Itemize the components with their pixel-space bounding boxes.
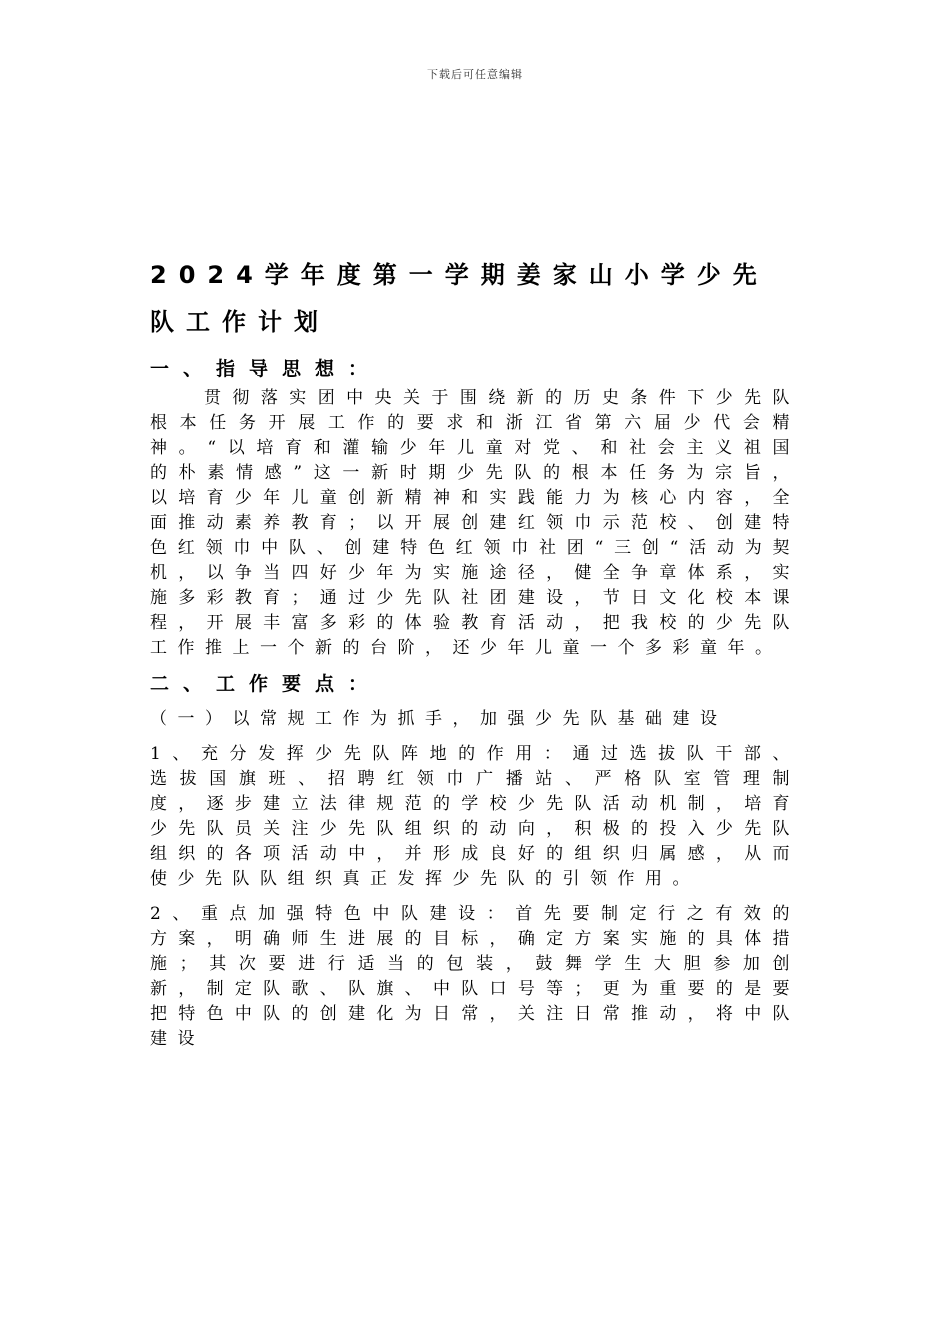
section-heading-guiding-ideology: 一、指导思想： <box>150 358 382 380</box>
document-body <box>150 252 800 1052</box>
paragraph-subsection-1: （一）以常规工作为抓手，加强少先队基础建设 <box>150 709 728 729</box>
header-note: 下载后可任意编辑 <box>427 68 523 81</box>
section-heading-work-points: 二、工作要点： <box>150 673 382 695</box>
paragraph-item-2: 2、重点加强特色中队建设：首先要制定行之有效的方案，明确师生进展的目标，确定方案实施的具体措施；其次要进行适当的包装，鼓舞学生大胆参加创新，制定队歌、队旗、中队口号等；更为重要的是要把特色中队的创建化为日常，关注日常推动，将中队建设 <box>150 904 800 1049</box>
paragraph-item-1: 1、充分发挥少先队阵地的作用：通过选拔队干部、选拔国旗班、招聘红领巾广播站、严格队室管理制度，逐步建立法律规范的学校少先队活动机制，培育少先队员关注少先队组织的动向，积极的投入少先队组织的各项活动中，并形成良好的组织归属感，从而使少先队队组织真正发挥少先队的引领作用。 <box>150 744 800 889</box>
paragraph-guiding-ideology: 贯彻落实团中央关于围绕新的历史条件下少先队根本任务开展工作的要求和浙江省第六届少代会精神。“以培育和灌输少年儿童对党、和社会主义祖国的朴素情感”这一新时期少先队的根本任务为宗旨，以培育少年儿童创新精神和实践能力为核心内容，全面推动素养教育；以开展创建红领巾示范校、创建特色红领巾中队、创建特色红领巾社团“三创“活动为契机，以争当四好少年为实施途径，健全争章体系，实施多彩教育；通过少先队社团建设，节日文化校本课程，开展丰富多彩的体验教育活动，把我校的少先队工作推上一个新的台阶，还少年儿童一个多彩童年。 <box>150 388 800 658</box>
document-title: 2024学年度第一学期姜家山小学少先队工作计划 <box>150 261 769 336</box>
